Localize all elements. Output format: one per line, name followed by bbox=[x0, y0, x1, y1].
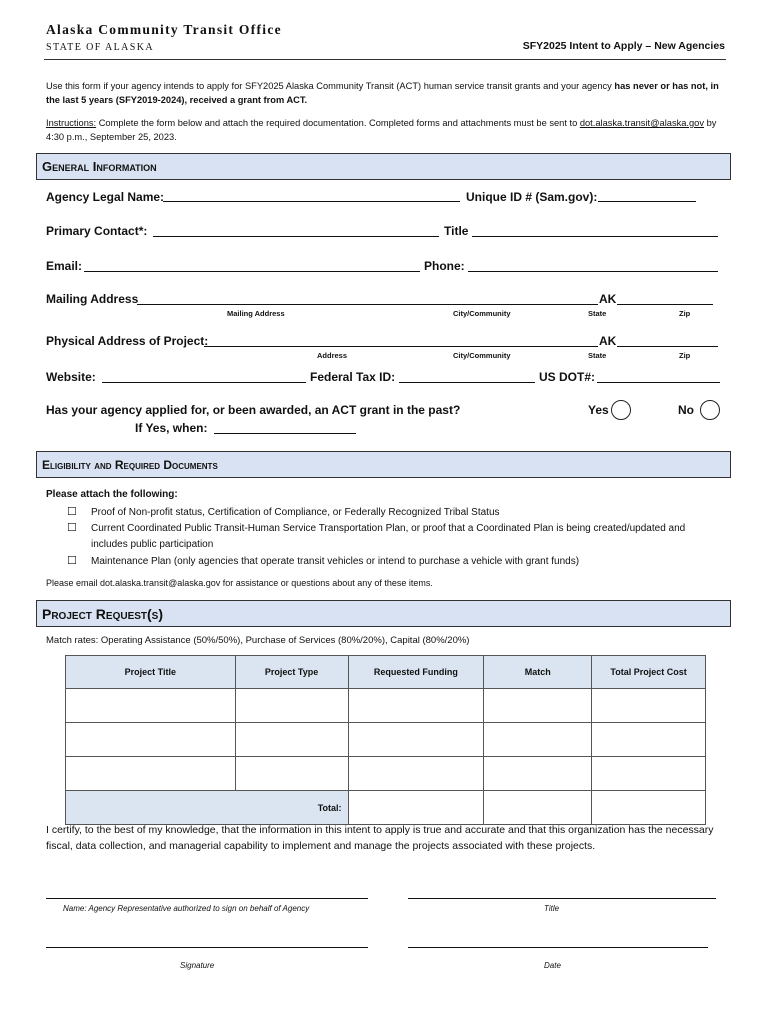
checkbox-coordinated-plan[interactable]: ☐ bbox=[67, 522, 77, 534]
checkbox-maintenance[interactable]: ☐ bbox=[67, 555, 77, 567]
section-general-information bbox=[36, 153, 731, 180]
table-cell[interactable] bbox=[66, 757, 236, 791]
mailing-sub-state: State bbox=[588, 309, 607, 318]
total-requested-cell[interactable] bbox=[348, 791, 484, 825]
checklist-item-coordinated-plan: Current Coordinated Public Transit-Human Service Transportation Plan, or proof that a Coordinated Plan is being created/updated and includes public participation bbox=[91, 523, 686, 550]
instructions-paragraph bbox=[46, 116, 730, 144]
phone-label: Phone: bbox=[424, 259, 465, 273]
agency-name-field[interactable] bbox=[163, 201, 460, 202]
agency-name-label: Agency Legal Name: bbox=[46, 190, 165, 204]
signature-line[interactable] bbox=[46, 947, 368, 948]
total-match-cell[interactable] bbox=[484, 791, 592, 825]
checkbox-nonprofit[interactable]: ☐ bbox=[67, 506, 77, 518]
table-cell[interactable] bbox=[348, 689, 484, 723]
project-table bbox=[65, 655, 706, 825]
name-caption: Name: Agency Representative authorized to sign on behalf of Agency bbox=[63, 904, 310, 913]
table-cell[interactable] bbox=[348, 757, 484, 791]
physical-address-field[interactable] bbox=[204, 346, 718, 347]
col-project-type: Project Type bbox=[235, 656, 348, 689]
checklist-item-nonprofit: Proof of Non-profit status, Certification of Compliance, or Federally Recognized Tribal Status bbox=[91, 507, 500, 518]
col-total-cost: Total Project Cost bbox=[592, 656, 706, 689]
unique-id-field[interactable] bbox=[598, 201, 696, 202]
col-project-title: Project Title bbox=[66, 656, 236, 689]
mailing-address-field[interactable] bbox=[137, 304, 713, 305]
primary-contact-label: Primary Contact*: bbox=[46, 224, 148, 238]
section-heading: Eligibility and Required Documents bbox=[42, 458, 218, 472]
table-cell[interactable] bbox=[235, 689, 348, 723]
us-dot-field[interactable] bbox=[597, 382, 720, 383]
deadline-text: by 4:30 p.m., September 25, 2023. bbox=[46, 118, 717, 142]
website-field[interactable] bbox=[102, 382, 306, 383]
match-rates: Match rates: Operating Assistance (50%/50%), Purchase of Services (80%/20%), Capital (80%/20%) bbox=[46, 635, 470, 646]
date-line[interactable] bbox=[408, 947, 708, 948]
table-row bbox=[66, 689, 706, 723]
form-title bbox=[523, 40, 725, 52]
physical-sub-zip: Zip bbox=[679, 351, 691, 360]
state-name: STATE OF ALASKA bbox=[46, 42, 154, 53]
table-cell[interactable] bbox=[484, 689, 592, 723]
table-cell[interactable] bbox=[66, 689, 236, 723]
instructions-text: Complete the form below and attach the required documentation. Completed forms and attachments must be sent to bbox=[96, 118, 580, 128]
yes-label: Yes bbox=[588, 403, 609, 417]
mailing-sub-zip: Zip bbox=[679, 309, 691, 318]
website-label: Website: bbox=[46, 370, 96, 384]
attach-label: Please attach the following: bbox=[46, 489, 178, 500]
table-row bbox=[66, 723, 706, 757]
checklist-item-maintenance: Maintenance Plan (only agencies that operate transit vehicles or intend to purchase a vehicle with grant funds) bbox=[91, 556, 580, 567]
table-cell[interactable] bbox=[484, 723, 592, 757]
title-caption: Title bbox=[544, 904, 560, 913]
certification-text: I certify, to the best of my knowledge, that the information in this intent to apply is true and accurate and that this organization has the necessary fiscal, data collection, and managerial capability to implement and manage the projects associated with these projects. bbox=[46, 824, 714, 852]
eligibility-email-note: Please email dot.alaska.transit@alaska.gov for assistance or questions about any of these items. bbox=[46, 578, 433, 588]
table-cell[interactable] bbox=[66, 723, 236, 757]
section-heading: Project Request(s) bbox=[42, 606, 164, 622]
table-header-row bbox=[66, 656, 706, 689]
form-title-text: SFY2025 Intent to Apply – New Agencies bbox=[522, 40, 725, 52]
no-label: No bbox=[678, 403, 694, 417]
section-heading: General Information bbox=[42, 159, 157, 174]
table-cell[interactable] bbox=[235, 723, 348, 757]
title-signature-line[interactable] bbox=[408, 898, 716, 899]
us-dot-label: US DOT#: bbox=[539, 370, 596, 384]
physical-sub-address: Address bbox=[317, 351, 348, 360]
total-cost-cell[interactable] bbox=[592, 791, 706, 825]
section-project-requests bbox=[36, 600, 731, 627]
physical-address-label: Physical Address of Project: bbox=[46, 334, 209, 348]
header-divider bbox=[44, 59, 726, 60]
table-cell[interactable] bbox=[348, 723, 484, 757]
table-cell[interactable] bbox=[592, 723, 706, 757]
table-row bbox=[66, 757, 706, 791]
physical-sub-city: City/Community bbox=[453, 351, 511, 360]
intro-bold: has never or has not, in the last 5 years (SFY2019-2024), received a grant from ACT. bbox=[46, 81, 719, 105]
name-signature-line[interactable] bbox=[46, 898, 368, 899]
when-field[interactable] bbox=[214, 433, 356, 434]
physical-sub-state: State bbox=[588, 351, 607, 360]
intro-text: Use this form if your agency intends to apply for SFY2025 Alaska Community Transit (ACT) human service transit grants and your agency bbox=[46, 81, 615, 91]
mailing-address-label: Mailing Address bbox=[46, 292, 139, 306]
mailing-sub-address: Mailing Address bbox=[227, 309, 285, 318]
table-cell[interactable] bbox=[592, 689, 706, 723]
tax-id-label: Federal Tax ID: bbox=[310, 370, 396, 384]
instructions-label: Instructions: bbox=[46, 118, 97, 128]
email-label: Email: bbox=[46, 259, 83, 273]
no-radio[interactable] bbox=[700, 400, 720, 420]
intro-paragraph bbox=[46, 79, 730, 107]
phone-field[interactable] bbox=[468, 271, 718, 272]
total-label: Total: bbox=[66, 791, 349, 825]
mailing-sub-city: City/Community bbox=[453, 309, 511, 318]
section-eligibility bbox=[36, 451, 731, 478]
title-label: Title bbox=[444, 224, 469, 238]
table-cell[interactable] bbox=[235, 757, 348, 791]
email-field[interactable] bbox=[84, 271, 420, 272]
table-total-row bbox=[66, 791, 706, 825]
title-field[interactable] bbox=[472, 236, 718, 237]
yes-radio[interactable] bbox=[611, 400, 631, 420]
table-cell[interactable] bbox=[592, 757, 706, 791]
table-cell[interactable] bbox=[484, 757, 592, 791]
tax-id-field[interactable] bbox=[399, 382, 535, 383]
primary-contact-field[interactable] bbox=[153, 236, 439, 237]
mailing-state-value: AK bbox=[599, 292, 617, 306]
applied-question: Has your agency applied for, or been awarded, an ACT grant in the past? bbox=[46, 403, 461, 417]
col-requested-funding: Requested Funding bbox=[348, 656, 484, 689]
col-match: Match bbox=[484, 656, 592, 689]
email-link[interactable]: dot.alaska.transit@alaska.gov bbox=[579, 118, 704, 128]
physical-state-value: AK bbox=[599, 334, 617, 348]
date-caption: Date bbox=[544, 961, 561, 970]
when-label: If Yes, when: bbox=[135, 421, 208, 435]
organization-name: Alaska Community Transit Office bbox=[46, 22, 282, 37]
signature-caption: Signature bbox=[180, 961, 215, 970]
unique-id-label: Unique ID # (Sam.gov): bbox=[466, 190, 598, 204]
